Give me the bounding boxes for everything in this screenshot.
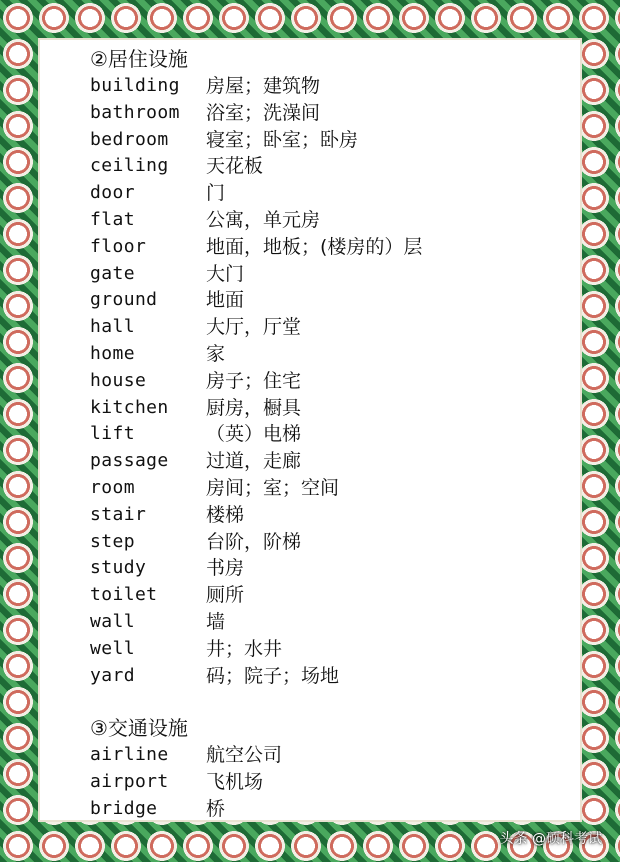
vocab-row xyxy=(90,287,570,314)
vocab-row xyxy=(90,421,570,448)
english-word: door xyxy=(90,182,135,204)
vocab-row xyxy=(90,261,570,288)
english-word: ceiling xyxy=(90,155,169,177)
english-word: ground xyxy=(90,289,158,311)
english-word: building xyxy=(90,75,180,96)
chinese-meaning: 家 xyxy=(206,342,226,365)
english-word: step xyxy=(90,530,135,552)
chinese-meaning: 浴室；洗澡间 xyxy=(206,101,321,124)
chinese-meaning: 公寓，单元房 xyxy=(206,208,321,231)
chinese-meaning: 飞机场 xyxy=(206,771,264,794)
chinese-meaning: 厕所 xyxy=(206,584,245,607)
chinese-meaning: 地面，地板；(楼房的）层 xyxy=(206,235,423,258)
english-word: flat xyxy=(90,208,135,230)
chinese-meaning: （英）电梯 xyxy=(206,423,302,446)
vocabulary-list xyxy=(90,46,570,823)
english-word: wall xyxy=(90,610,135,632)
english-word: home xyxy=(90,342,135,364)
english-word: well xyxy=(90,637,135,659)
vocab-row xyxy=(90,368,570,395)
english-word: house xyxy=(90,369,147,391)
english-word: hall xyxy=(90,316,135,338)
vocab-row xyxy=(90,529,570,556)
english-word: room xyxy=(90,476,135,498)
chinese-meaning: 门 xyxy=(206,182,226,205)
chinese-meaning: 厨房，橱具 xyxy=(206,396,302,419)
english-word: study xyxy=(90,557,147,579)
english-word: airport xyxy=(90,771,169,793)
chinese-meaning: 地面 xyxy=(206,289,245,312)
vocab-row xyxy=(90,341,570,368)
chinese-meaning: 过道，走廊 xyxy=(206,450,302,473)
vocab-row xyxy=(90,153,570,180)
section-heading: ②居住设施 xyxy=(90,47,188,71)
vocab-row xyxy=(90,636,570,663)
chinese-meaning: 航空公司 xyxy=(206,744,283,767)
vocab-row xyxy=(90,207,570,234)
vocab-row xyxy=(90,448,570,475)
chinese-meaning: 桥 xyxy=(206,797,226,820)
chinese-meaning: 天花板 xyxy=(206,155,264,178)
english-word: bedroom xyxy=(90,128,169,150)
section-heading: ③交通设施 xyxy=(90,716,188,741)
english-word: passage xyxy=(90,450,169,472)
vocab-row xyxy=(90,475,570,502)
vocab-row xyxy=(90,742,570,769)
vocab-row xyxy=(90,582,570,609)
watermark: 头条 @硕科考试 xyxy=(499,831,602,847)
english-word: gate xyxy=(90,262,135,284)
english-word: stair xyxy=(90,503,147,525)
english-word: airline xyxy=(90,744,169,766)
english-word: floor xyxy=(90,235,147,257)
chinese-meaning: 大厅，厅堂 xyxy=(206,316,302,339)
vocab-row xyxy=(90,314,570,341)
english-word: bridge xyxy=(90,797,158,819)
english-word: bathroom xyxy=(90,101,180,123)
chinese-meaning: 楼梯 xyxy=(206,503,245,526)
chinese-meaning: 台阶，阶梯 xyxy=(206,530,302,553)
english-word: lift xyxy=(90,423,135,445)
vocab-row xyxy=(90,180,570,207)
vocab-row xyxy=(90,127,570,154)
vocab-row xyxy=(90,769,570,796)
chinese-meaning: 房间；室；空间 xyxy=(206,476,340,499)
chinese-meaning: 寝室；卧室；卧房 xyxy=(206,128,359,151)
english-word: yard xyxy=(90,664,135,686)
vocab-row xyxy=(90,609,570,636)
chinese-meaning: 井；水井 xyxy=(206,637,283,660)
chinese-meaning: 书房 xyxy=(206,557,245,580)
vocab-row xyxy=(90,663,570,690)
vocab-row xyxy=(90,796,570,823)
chinese-meaning: 大门 xyxy=(206,262,245,285)
chinese-meaning: 房屋；建筑物 xyxy=(206,75,321,97)
vocab-row xyxy=(90,395,570,422)
vocab-row xyxy=(90,73,570,100)
chinese-meaning: 房子；住宅 xyxy=(206,369,302,392)
vocab-row xyxy=(90,100,570,127)
vocab-row xyxy=(90,234,570,261)
english-word: kitchen xyxy=(90,396,169,418)
vocab-row xyxy=(90,502,570,529)
chinese-meaning: 码；院子；场地 xyxy=(206,664,340,687)
english-word: toilet xyxy=(90,584,158,606)
chinese-meaning: 墙 xyxy=(206,610,226,633)
vocab-row xyxy=(90,555,570,582)
